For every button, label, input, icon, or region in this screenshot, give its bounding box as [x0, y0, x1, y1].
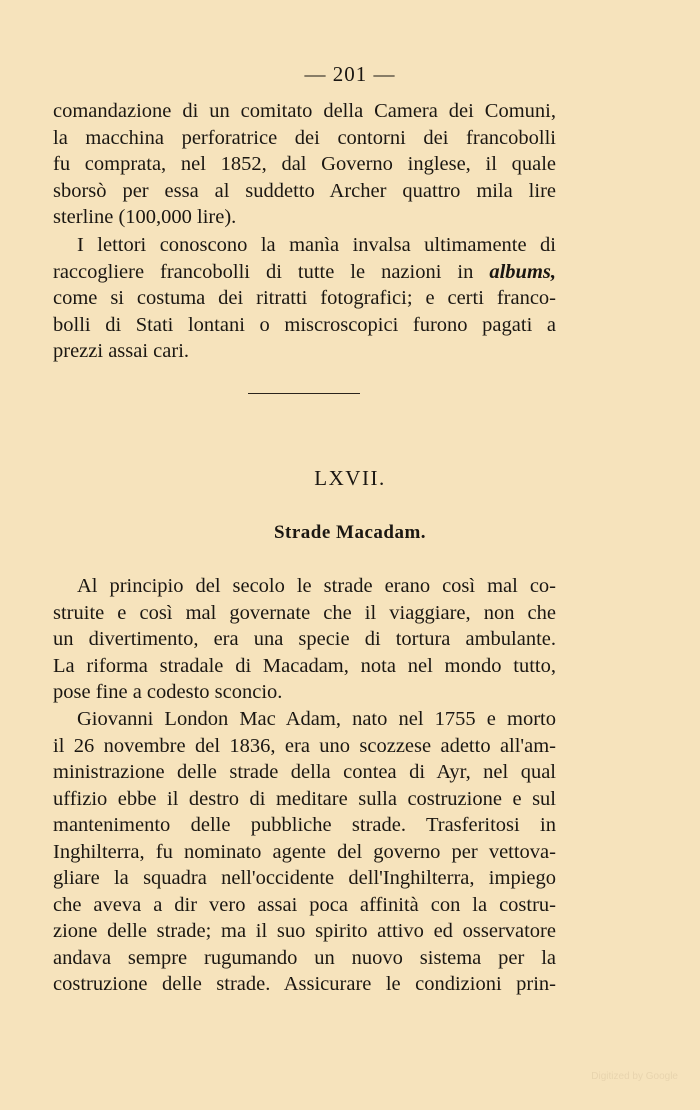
paragraph-continuation [53, 98, 556, 231]
text-line: comandazione di un comitato della Camera dei Comuni, [53, 100, 556, 122]
text-line: bolli di Stati lontani o miscroscopici furono pagati a [53, 313, 556, 336]
text-line: un divertimento, era una specie di tortura ambulante. [53, 628, 556, 650]
digitization-watermark: Digitized by Google [591, 1071, 678, 1082]
text-fragment: raccogliere francobolli di tutte le nazioni in [53, 260, 490, 283]
chapter-number: LXVII. [314, 466, 386, 490]
text-line: La riforma stradale di Macadam, nota nel mondo tutto, [53, 654, 556, 677]
italic-word: albums, [489, 260, 556, 283]
text-line: uffizio ebbe il destro di meditare sulla costruzione e sul [53, 787, 556, 810]
text-line: costruzione delle strade. Assicurare le condizioni prin- [53, 973, 556, 995]
text-line: prezzi assai cari. [53, 340, 190, 362]
text-line: zione delle strade; ma il suo spirito attivo ed osservatore [53, 920, 556, 942]
text-line [53, 259, 556, 286]
text-line: la macchina perforatrice dei contorni dei francobolli [53, 126, 556, 149]
text-line: Inghilterra, fu nominato agente del governo per vettova- [53, 840, 556, 863]
section-divider [248, 393, 360, 394]
paragraph-stamp-collecting [53, 232, 556, 365]
text-line: struite e così mal governate che il viaggiare, non che [53, 601, 556, 624]
text-line: Giovanni London Mac Adam, nato nel 1755 e morto [77, 708, 556, 730]
text-line: pose fine a codesto sconcio. [53, 681, 283, 703]
text-line: andava sempre rugumando un nuovo sistema per la [53, 946, 556, 969]
text-line: fu comprata, nel 1852, dal Governo inglese, il quale [53, 153, 556, 175]
text-line: Al principio del secolo le strade erano così mal co- [77, 575, 556, 597]
paragraph-intro [53, 573, 556, 706]
paragraph-mac-adam [53, 706, 556, 998]
text-line: come si costuma dei ritratti fotografici; e certi franco- [53, 287, 556, 309]
chapter-title: Strade Macadam. [273, 522, 427, 543]
text-line: I lettori conoscono la manìa invalsa ultimamente di [77, 234, 556, 256]
text-line: che aveva a dir vero assai poca affinità con la costru- [53, 893, 556, 916]
text-line: mantenimento delle pubbliche strade. Trasferitosi in [53, 814, 556, 836]
text-line: sterline (100,000 lire). [53, 206, 237, 228]
text-line: gliare la squadra nell'occidente dell'Inghilterra, impiego [53, 867, 556, 889]
text-line: il 26 novembre del 1836, era uno scozzese adetto all'am- [53, 734, 556, 757]
page-number: — 201 — [304, 62, 396, 86]
text-line: sborsò per essa al suddetto Archer quattro mila lire [53, 179, 556, 202]
text-line: ministrazione delle strade della contea di Ayr, nel qual [53, 761, 556, 783]
